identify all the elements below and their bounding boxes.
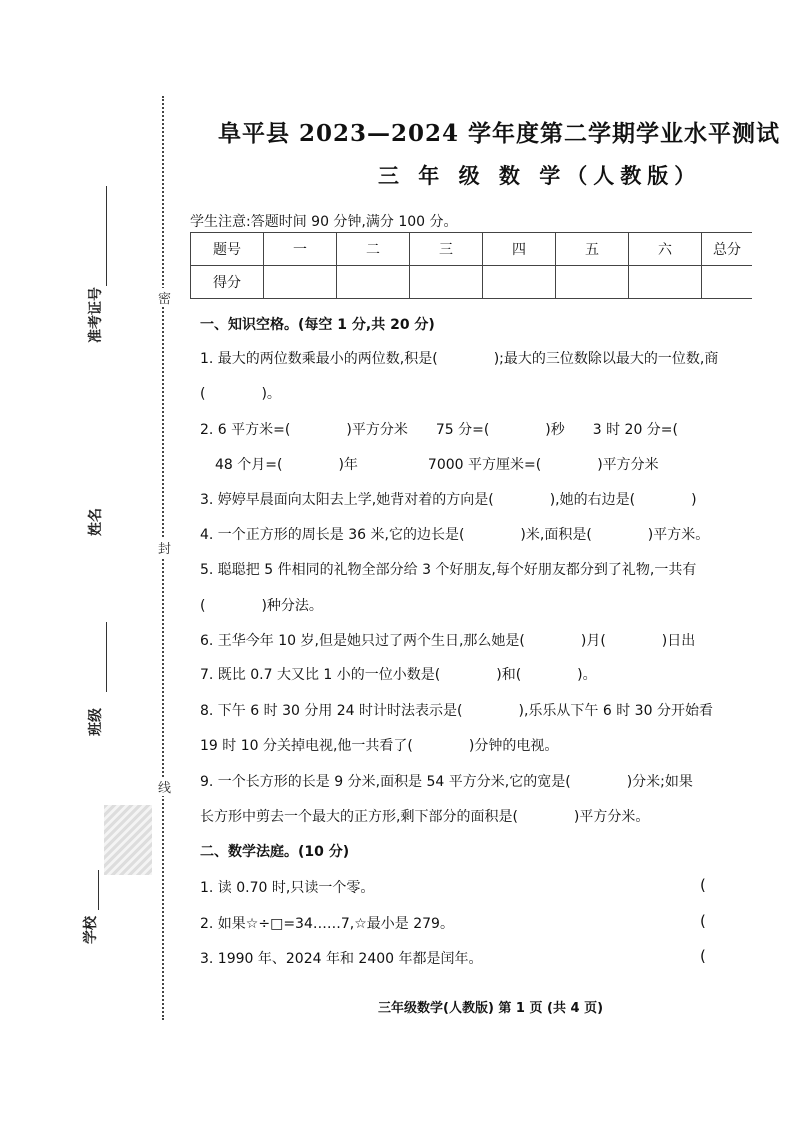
page-footer: 三年级数学(人教版) 第 1 页 (共 4 页) <box>378 1001 604 1016</box>
score-cell[interactable] <box>629 266 702 299</box>
score-table-score-row <box>191 266 753 299</box>
exam-title: 阜平县 2023—2024 学年度第二学期学业水平测试 <box>218 120 781 147</box>
section1-heading: 一、知识空格。(每空 1 分,共 20 分) <box>200 317 435 333</box>
table-cell: 得分 <box>191 266 264 299</box>
answer-paren[interactable]: ( <box>700 912 706 930</box>
question-line: 2. 6 平方米=( )平方分米 75 分=( )秒 3 时 20 分=( <box>200 422 679 438</box>
score-cell[interactable] <box>264 266 337 299</box>
class-line <box>106 622 107 692</box>
score-table-header-row <box>191 233 753 266</box>
exam-no-line <box>106 186 107 286</box>
question-line: 9. 一个长方形的长是 9 分米,面积是 54 平方分米,它的宽是( )分米;如果 <box>200 774 693 790</box>
question-line: 6. 王华今年 10 岁,但是她只过了两个生日,那么她是( )月( )日出 <box>200 633 696 649</box>
school-label: 学校 <box>83 916 99 944</box>
score-table <box>190 232 752 299</box>
question-line: 19 时 10 分关掉电视,他一共看了( )分钟的电视。 <box>200 738 559 754</box>
answer-paren[interactable]: ( <box>700 876 706 894</box>
seal-feng: 封 <box>158 538 171 557</box>
exam-subtitle: 三 年 级 数 学（人教版） <box>378 163 702 188</box>
answer-paren[interactable]: ( <box>700 947 706 965</box>
table-cell: 总分 <box>702 233 753 266</box>
table-cell: 一 <box>264 233 337 266</box>
score-cell[interactable] <box>556 266 629 299</box>
table-cell: 五 <box>556 233 629 266</box>
table-cell: 四 <box>483 233 556 266</box>
section2-heading: 二、数学法庭。(10 分) <box>200 844 350 860</box>
exam-no-label: 准考证号 <box>88 287 104 343</box>
question-line: 1. 最大的两位数乘最小的两位数,积是( );最大的三位数除以最大的一位数,商 <box>200 351 719 367</box>
question-line: 8. 下午 6 时 30 分用 24 时计时法表示是( ),乐乐从下午 6 时 30 分开始看 <box>200 703 713 719</box>
question-line: 48 个月=( )年 7000 平方厘米=( )平方分米 <box>215 457 659 473</box>
question-line: 长方形中剪去一个最大的正方形,剩下部分的面积是( )平方分米。 <box>200 809 650 825</box>
binding-dotted-line <box>162 96 164 1020</box>
question-line: ( )。 <box>200 386 281 402</box>
table-cell: 二 <box>337 233 410 266</box>
score-cell[interactable] <box>702 266 753 299</box>
seal-mi: 密 <box>158 288 171 307</box>
score-cell[interactable] <box>337 266 410 299</box>
student-notice: 学生注意:答题时间 90 分钟,满分 100 分。 <box>190 214 458 230</box>
seal-xian: 线 <box>158 777 171 796</box>
judgement-item: 1. 读 0.70 时,只读一个零。 <box>200 880 375 896</box>
table-cell: 题号 <box>191 233 264 266</box>
question-line: 7. 既比 0.7 大又比 1 小的一位小数是( )和( )。 <box>200 667 597 683</box>
judgement-item: 2. 如果☆÷□=34……7,☆最小是 279。 <box>200 916 454 932</box>
question-line: 3. 婷婷早晨面向太阳去上学,她背对着的方向是( ),她的右边是( ) <box>200 492 697 508</box>
table-cell: 六 <box>629 233 702 266</box>
question-line: 5. 聪聪把 5 件相同的礼物全部分给 3 个好朋友,每个好朋友都分到了礼物,一共有 <box>200 562 697 578</box>
table-cell: 三 <box>410 233 483 266</box>
judgement-item: 3. 1990 年、2024 年和 2400 年都是闰年。 <box>200 951 483 967</box>
question-line: 4. 一个正方形的周长是 36 米,它的边长是( )米,面积是( )平方米。 <box>200 527 710 543</box>
class-label: 班级 <box>88 708 104 736</box>
name-label: 姓名 <box>88 508 104 536</box>
smudge-mark <box>104 805 152 875</box>
score-cell[interactable] <box>410 266 483 299</box>
score-cell[interactable] <box>483 266 556 299</box>
question-line: ( )种分法。 <box>200 598 323 614</box>
